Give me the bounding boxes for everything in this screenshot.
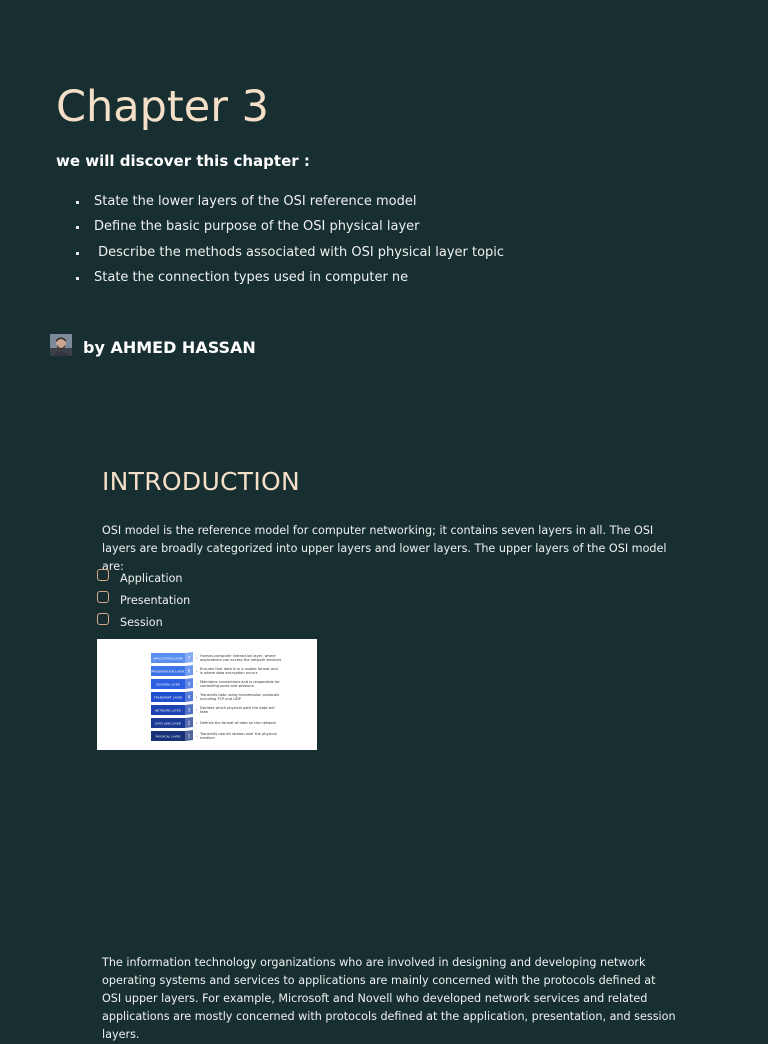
- objective-item: [76, 267, 409, 292]
- author-avatar: [50, 334, 72, 356]
- osi-layer-row: [151, 691, 279, 702]
- checkbox-icon: [97, 591, 109, 603]
- author-byline: by AHMED HASSAN: [83, 338, 256, 357]
- osi-layer-name: NETWORK LAYER: [155, 708, 181, 713]
- user-avatar-icon: [50, 334, 72, 356]
- osi-layer-number: 6: [187, 668, 191, 674]
- osi-layer-number: 7: [187, 655, 191, 661]
- bullet-icon: [76, 252, 79, 255]
- checkbox-icon: [97, 569, 109, 581]
- objective-text: State the lower layers of the OSI reference model: [94, 194, 417, 209]
- osi-layer-name: PHYSICAL LAYER: [155, 734, 181, 739]
- osi-layer-number: 5: [187, 681, 191, 687]
- bullet-icon: [76, 277, 79, 280]
- osi-layer-row: [151, 704, 274, 715]
- objective-item: [76, 242, 505, 267]
- osi-layer-description: Transmits data using transmission protocols including TCP and UDP: [200, 693, 280, 701]
- osi-layer-description: Ensures that data is in a usable format and is where data encryption occurs: [200, 667, 278, 675]
- osi-layer-name: DATA LINK LAYER: [155, 721, 181, 726]
- osi-layer-row: [151, 717, 277, 728]
- osi-layer-row: [151, 652, 281, 663]
- osi-layer-arrow: ›: [196, 733, 198, 739]
- introduction-heading: INTRODUCTION: [102, 467, 301, 496]
- osi-layer-description: Decides which physical path the data will take: [200, 706, 275, 714]
- osi-layer-name: SESSION LAYER: [156, 682, 180, 687]
- osi-layer-row: [151, 665, 278, 676]
- objective-item: [76, 191, 417, 216]
- bullet-icon: [76, 226, 79, 229]
- osi-layer-arrow: ›: [196, 694, 198, 700]
- chapter-subtitle: we will discover this chapter :: [56, 152, 310, 170]
- objective-text: Define the basic purpose of the OSI physical layer: [94, 219, 420, 235]
- body-paragraph: The information technology organizations who are involved in designing and developing network operating systems and services to applications are mainly concerned with the protocols defined at OSI upper layers. For example, Microsoft and Novell who developed network services and related applications are mostly concerned with protocols defined at the application, presentation, and session layers.: [102, 956, 676, 1041]
- upper-layer-label: Application: [120, 572, 183, 585]
- osi-model-figure: [97, 639, 317, 750]
- osi-layer-description: Human-computer interaction layer, where applications can access the network services: [200, 654, 282, 662]
- osi-layer-arrow: ›: [196, 681, 198, 687]
- objective-text: State the connection types used in computer ne: [94, 269, 409, 285]
- osi-layer-number: 4: [187, 694, 191, 700]
- upper-layer-label: Presentation: [120, 594, 191, 607]
- osi-layer-arrow: ›: [196, 707, 198, 713]
- osi-layer-description: Maintains connections and is responsible for controlling ports and sessions: [200, 680, 280, 688]
- osi-layer-name: PRESENTATION LAYER: [151, 669, 185, 674]
- objective-item: [76, 216, 420, 241]
- osi-layer-number: 3: [187, 707, 191, 713]
- osi-layer-arrow: ›: [196, 668, 198, 674]
- checkbox-icon: [97, 613, 109, 625]
- osi-layer-description: Defines the format of data on the network: [200, 721, 277, 725]
- objective-text: Describe the methods associated with OSI physical layer topic: [94, 244, 505, 260]
- objectives-list: [76, 191, 505, 292]
- osi-layer-number: 1: [187, 733, 191, 739]
- osi-layer-arrow: ›: [196, 720, 198, 726]
- osi-layer-name: TRANSPORT LAYER: [153, 695, 183, 700]
- osi-layer-row: [151, 678, 280, 689]
- bullet-icon: [76, 201, 79, 204]
- introduction-paragraph: OSI model is the reference model for computer networking; it contains seven layers in all. The OSI layers are broadly categorized into upper layers and lower layers. The upper layers of the OSI model are:: [102, 524, 667, 573]
- osi-layer-arrow: ›: [196, 655, 198, 661]
- osi-layer-description: Transmits raw bit stream over the physical medium: [200, 732, 277, 740]
- osi-layer-number: 2: [187, 720, 191, 726]
- chapter-title: Chapter 3: [56, 82, 269, 132]
- osi-layer-row: [151, 730, 277, 741]
- upper-layer-label: Session: [120, 616, 163, 629]
- osi-layers-diagram: [97, 639, 317, 750]
- osi-layer-name: APPLICATION LAYER: [153, 656, 183, 661]
